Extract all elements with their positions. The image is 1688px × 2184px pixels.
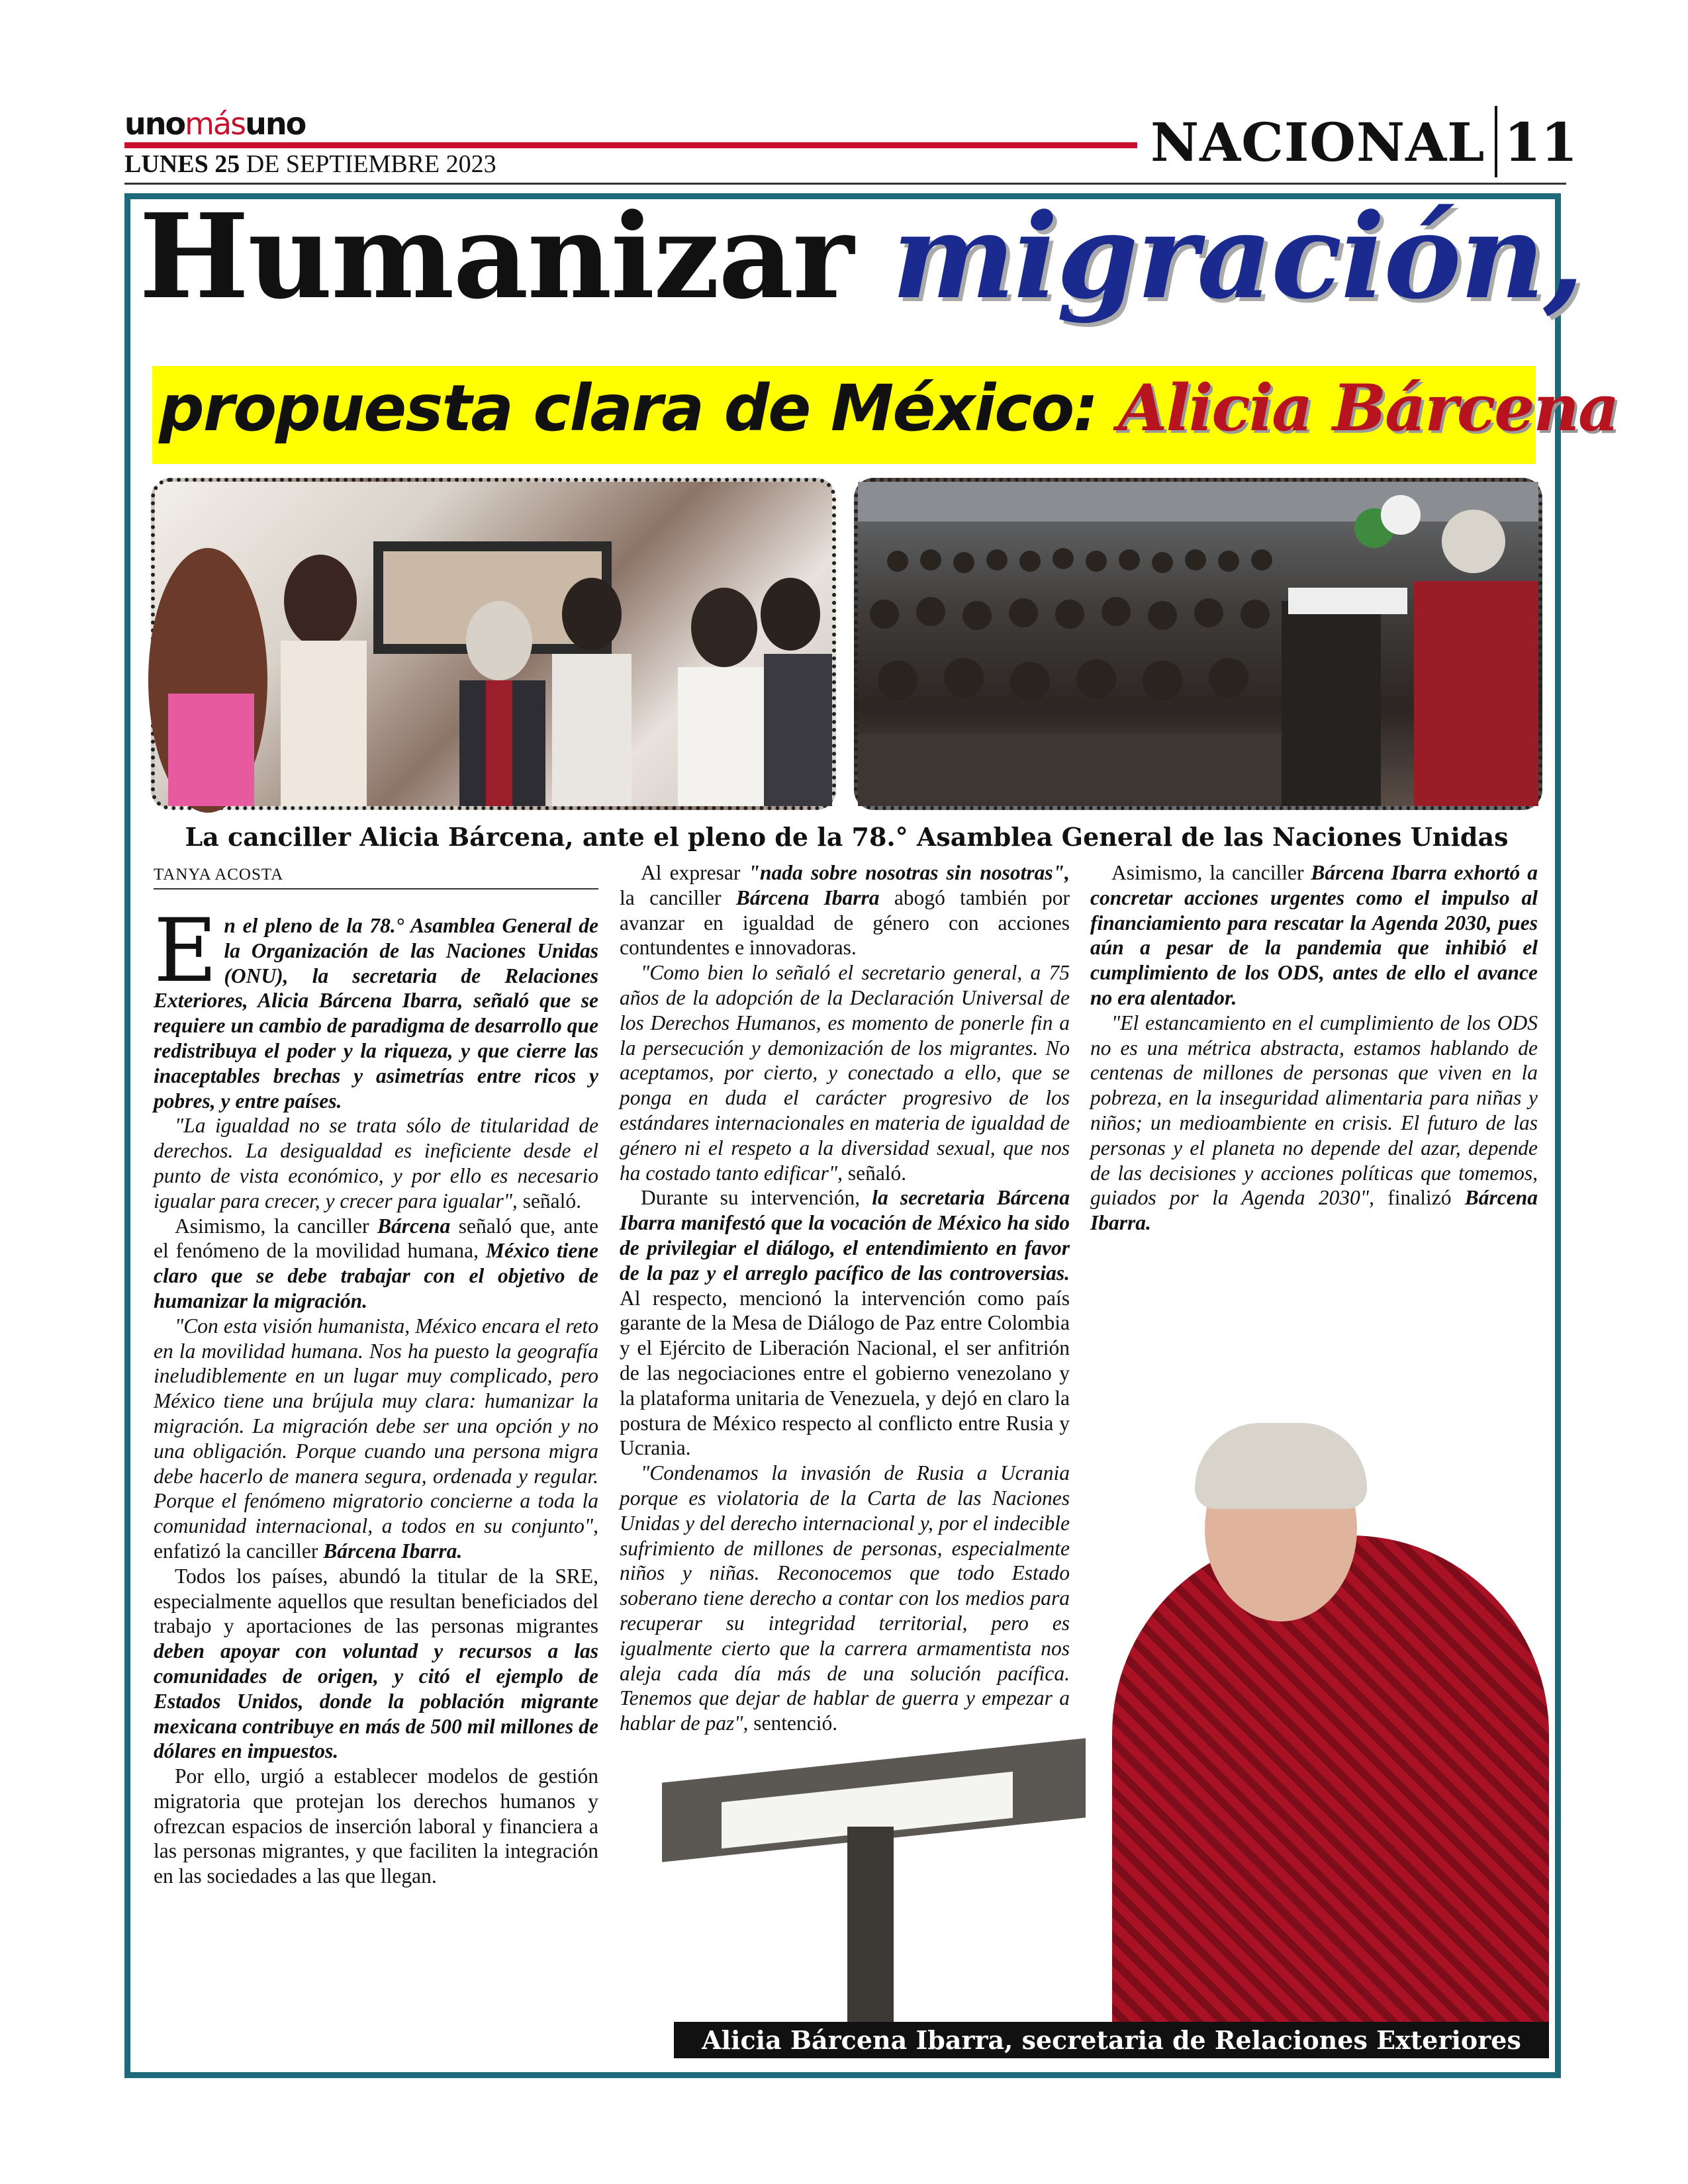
photo-group-meeting-art: [155, 482, 832, 806]
photo-assembly-speech: [854, 478, 1542, 810]
headline-sub: propuesta clara de México: Alicia Bárcena: [159, 371, 1618, 445]
paragraph: "Con esta visión humanista, México encara el reto en la movilidad humana. Nos ha puesto la geografía ineludiblemente en un lugar muy complicado, pero México tiene una brújula muy clara: humanizar la migración. La migración debe ser una opción y no una obligación. Porque cuando una persona migra debe hacerlo de manera segura, ordenada y regular. Porque el fenómeno migratorio concierne a toda la comunidad internacional, a todos en su conjunto", enfatizó la canciller Bárcena Ibarra.: [154, 1314, 598, 1563]
paragraph: Por ello, urgió a establecer modelos de gestión migratoria que protejan los derechos humanos y ofrezcan espacios de inserción laboral y financiera a las personas migrantes, y que faciliten la integración en las sociedades a las que llegan.: [154, 1764, 598, 1888]
speaker-portrait: [1112, 1535, 1549, 2052]
photo-caption: La canciller Alicia Bárcena, ante el pleno de la 78.° Asamblea General de las Naciones Unidas: [185, 822, 1509, 852]
byline: TANYA ACOSTA: [154, 866, 284, 884]
photo-group-meeting: [151, 478, 836, 810]
podium-stand: [847, 1827, 894, 2025]
paragraph: "Condenamos la invasión de Rusia a Ucrania porque es violatoria de la Carta de las Naciones Unidas y del derecho internacional y, por el indecible sufrimiento de millones de personas, especialmente niños y niñas. Reconocemos que todo Estado soberano tiene derecho a contar con los medios para recuperar su integridad territorial, pero es igualmente cierto que la carrera armamentista nos aleja cada día más de una solución pacífica. Tenemos que dejar de hablar de guerra y empezar a hablar de paz", sentenció.: [620, 1461, 1070, 1735]
paragraph: Todos los países, abundó la titular de la SRE, especialmente aquellos que resultan beneficiados del trabajo y aportaciones de las personas migrantes deben apoyar con voluntad y recursos a las comunidades de origen, y citó el ejemplo de Estados Unidos, donde la población migrante mexicana contribuye en más de 500 mil millones de dólares en impuestos.: [154, 1564, 598, 1763]
article-column-1: [154, 900, 598, 1888]
article-column-2: [620, 860, 1070, 1735]
paragraph: "El estancamiento en el cumplimiento de los ODS no es una métrica abstracta, estamos hablando de centenas de millones de personas que viven en la pobreza, en la inseguridad alimentaria para niñas y niños; un medioambiente en crisis. El futuro de las personas y el planeta no depende del azar, depende de las decisiones y acciones políticas que tomemos, guiados por la Agenda 2030", finalizó Bárcena Ibarra.: [1090, 1011, 1538, 1235]
masthead-red-rule: [124, 142, 1137, 148]
issue-date: LUNES 25 DE SEPTIEMBRE 2023: [124, 150, 496, 178]
paragraph: Asimismo, la canciller Bárcena Ibarra exhortó a concretar acciones urgentes como el impulso al financiamiento para rescatar la Agenda 2030, pues aún a pesar de la pandemia que inhibió el cumplimiento de los ODS, antes de ello el avance no era alentador.: [1090, 861, 1538, 1009]
article-column-3: [1090, 860, 1538, 1236]
drop-cap: E: [154, 900, 218, 1002]
header-rule: [124, 183, 1566, 185]
headline-main: Humanizar migración,: [139, 188, 1583, 325]
paragraph: Durante su intervención, la secretaria Bárcena Ibarra manifestó que la vocación de México ha sido de privilegiar el diálogo, el entendimiento en favor de la paz y el arreglo pacífico de las controversias. Al respecto, mencionó la intervención como país garante de la Mesa de Diálogo de Paz entre Colombia y el Ejército de Liberación Nacional, el ser anfitrión de las negociaciones entre el gobierno venezolano y la plataforma unitaria de Venezuela, y dejó en claro la postura de México respecto al conflicto entre Rusia y Ucrania.: [620, 1186, 1070, 1460]
section-title: NACIONAL: [1150, 111, 1485, 173]
paragraph: Al expresar "nada sobre nosotras sin nosotras", la canciller Bárcena Ibarra abogó también por avanzar en igualdad de género con acciones contundentes e innovadoras.: [620, 861, 1070, 960]
lead-paragraph: En el pleno de la 78.° Asamblea General de la Organización de las Naciones Unidas (ONU), la secretaria de Relaciones Exteriores, Alicia Bárcena Ibarra, señaló que se requiere un cambio de paradigma de desarrollo que redistribuya el poder y la riqueza, y que cierre las inaceptables brechas y asimetrías entre ricos y pobres, y entre países.: [154, 900, 598, 1113]
paragraph: Asimismo, la canciller Bárcena señaló que, ante el fenómeno de la movilidad humana, México tiene claro que se debe trabajar con el objetivo de humanizar la migración.: [154, 1214, 598, 1312]
page-number: 11: [1504, 111, 1578, 173]
paragraph: "Como bien lo señaló el secretario general, a 75 años de la adopción de la Declaración Universal de los Derechos Humanos, es momento de ponerle fin a la persecución y demonización de los migrantes. No aceptamos, por cierto, y conectado a ello, que se ponga en duda el carácter progresivo de los estándares internacionales en materia de igualdad de género ni el respeto a la diversidad sexual, que nos ha costado tanto edificar", señaló.: [620, 961, 1070, 1185]
masthead-logo: unomásuno: [124, 106, 306, 142]
speaker-hair: [1195, 1423, 1367, 1509]
photo-assembly-speech-art: [858, 482, 1538, 806]
paragraph: "La igualdad no se trata sólo de titularidad de derechos. La desigualdad es ineficiente desde el punto de vista económico, y por ello es necesario igualar para crecer, y crecer para igualar", señaló.: [154, 1114, 598, 1212]
section-divider: [1495, 106, 1497, 177]
portrait-caption: Alicia Bárcena Ibarra, secretaria de Relaciones Exteriores: [674, 2022, 1549, 2058]
byline-rule: [154, 888, 598, 889]
